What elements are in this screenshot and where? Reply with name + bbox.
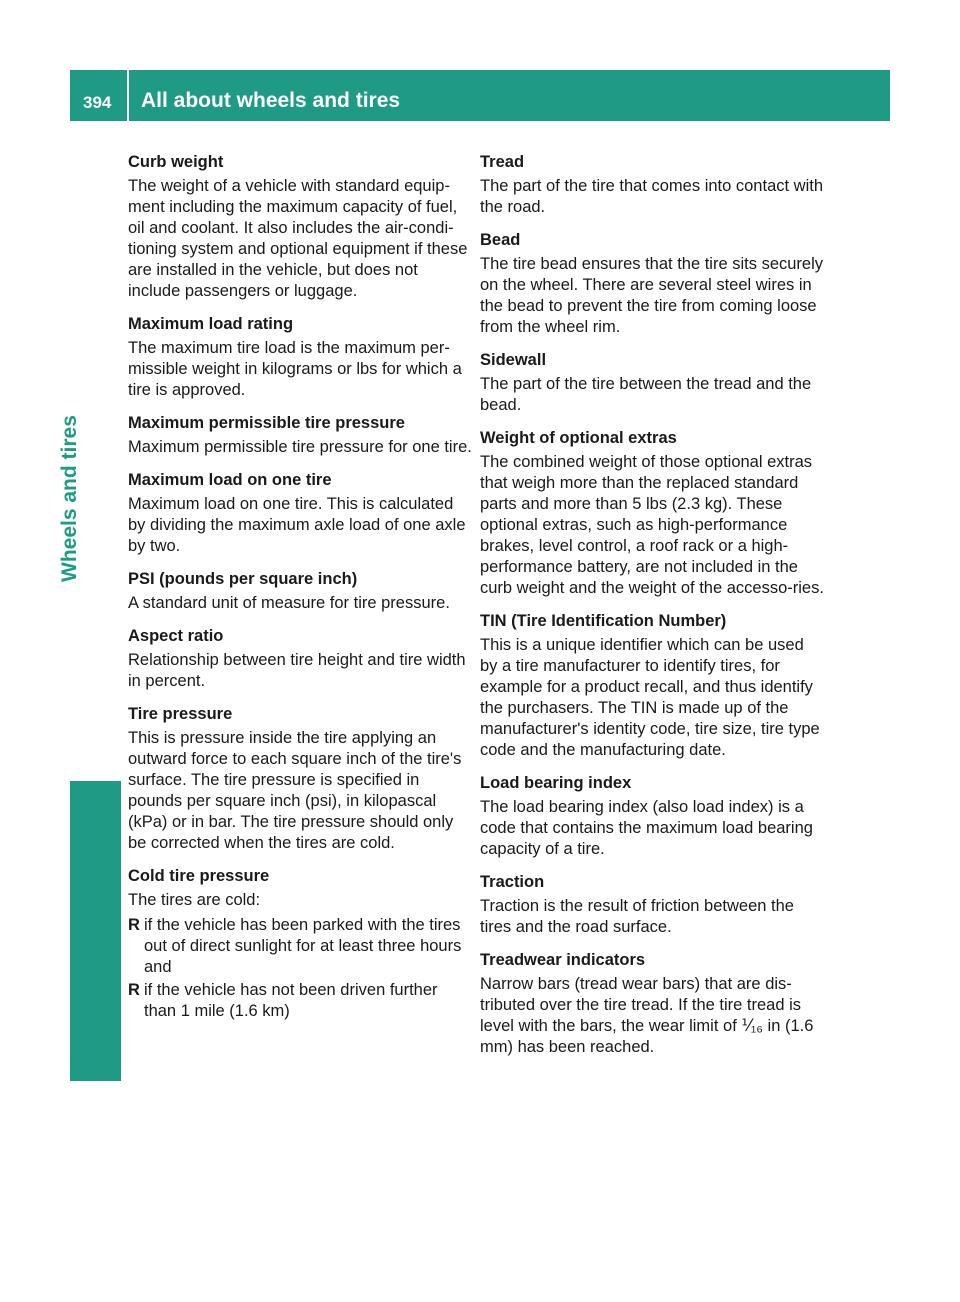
term-tin (480, 610, 825, 761)
term-body: The load bearing index (also load index) is a code that contains the maximum load bearing capacity of a tire. (480, 798, 813, 858)
term-title: Aspect ratio (128, 627, 224, 645)
term-title: Maximum permissible tire pressure (128, 414, 405, 432)
term-tire-pressure (128, 703, 473, 854)
term-title: PSI (pounds per square inch) (128, 570, 358, 588)
bullet-item (128, 915, 473, 978)
left-column (128, 151, 473, 1027)
term-title: Tread (480, 153, 525, 171)
term-tread (480, 151, 825, 218)
term-title: Weight of optional extras (480, 429, 677, 447)
term-body: Relationship between tire height and tire width in percent. (128, 651, 466, 690)
term-body: A standard unit of measure for tire pressure. (128, 594, 450, 612)
term-maximum-load-on-one-tire (128, 469, 473, 557)
bullet-marker: R (128, 916, 140, 934)
term-maximum-permissible-tire-pressure (128, 412, 473, 458)
term-body: The maximum tire load is the maximum per-missible weight in kilograms or lbs for which a tire is approved. (128, 339, 462, 399)
term-title: Treadwear indicators (480, 951, 646, 969)
term-title: Sidewall (480, 351, 547, 369)
term-maximum-load-rating (128, 313, 473, 401)
term-body: The weight of a vehicle with standard equip-ment including the maximum capacity of fuel, oil and coolant. It also includes the air-condi-tioning system and optional equipment if these are installed in the vehicle, but does not include passengers or luggage. (128, 177, 468, 300)
term-psi (128, 568, 473, 614)
page-number: 394 (83, 93, 112, 112)
side-chapter-tab (70, 781, 121, 1081)
term-body: The tires are cold: (128, 891, 261, 909)
term-body: The part of the tire between the tread and the bead. (480, 375, 812, 414)
term-title: Bead (480, 231, 521, 249)
term-sidewall (480, 349, 825, 416)
term-traction (480, 871, 825, 938)
term-cold-tire-pressure (128, 865, 473, 1022)
page-header (70, 70, 890, 121)
term-body: The combined weight of those optional extras that weigh more than the replaced standard parts and more than 5 lbs (2.3 kg). These optional extras, such as high-performance brakes, level control, a roof rack or a high-performance battery, are not included in the curb weight and the weight of the accesso-ries. (480, 453, 824, 597)
term-title: Load bearing index (480, 774, 632, 792)
bullet-item (128, 980, 473, 1022)
term-title: Cold tire pressure (128, 867, 270, 885)
term-body: Maximum load on one tire. This is calculated by dividing the maximum axle load of one axle by two. (128, 495, 466, 555)
term-title: Tire pressure (128, 705, 233, 723)
term-weight-of-optional-extras (480, 427, 825, 599)
term-body: Narrow bars (tread wear bars) that are dis-tributed over the tire tread. If the tire tread is level with the bars, the wear limit of ⅟₁₆ in (1.6 mm) has been reached. (480, 975, 814, 1056)
header-divider (127, 70, 129, 121)
term-treadwear-indicators (480, 949, 825, 1058)
right-column (480, 151, 825, 1069)
term-title: Traction (480, 873, 545, 891)
term-body: This is pressure inside the tire applying an outward force to each square inch of the tire's surface. The tire pressure is specified in pounds per square inch (psi), in kilopascal (kPa) or in bar. The tire pressure should only be corrected when the tires are cold. (128, 729, 462, 852)
term-load-bearing-index (480, 772, 825, 860)
term-body: The tire bead ensures that the tire sits securely on the wheel. There are several steel wires in the bead to prevent the tire from coming loose from the wheel rim. (480, 255, 824, 336)
term-title: Curb weight (128, 153, 224, 171)
term-body: Maximum permissible tire pressure for one tire. (128, 438, 472, 456)
bullet-text: if the vehicle has been parked with the tires out of direct sunlight for at least three hours and (144, 916, 462, 976)
term-title: Maximum load on one tire (128, 471, 332, 489)
term-title: Maximum load rating (128, 315, 294, 333)
term-body: Traction is the result of friction between the tires and the road surface. (480, 897, 794, 936)
term-curb-weight (128, 151, 473, 302)
bullet-text: if the vehicle has not been driven further than 1 mile (1.6 km) (144, 981, 438, 1020)
term-body: The part of the tire that comes into contact with the road. (480, 177, 824, 216)
section-title: All about wheels and tires (141, 89, 401, 112)
side-chapter-label: Wheels and tires (58, 415, 81, 582)
term-aspect-ratio (128, 625, 473, 692)
term-body: This is a unique identifier which can be used by a tire manufacturer to identify tires, for example for a product recall, and thus identify the purchasers. The TIN is made up of the manufacturer's identity code, tire size, tire type code and the manufacturing date. (480, 636, 820, 759)
bullet-marker: R (128, 981, 140, 999)
term-title: TIN (Tire Identification Number) (480, 612, 727, 630)
term-bead (480, 229, 825, 338)
